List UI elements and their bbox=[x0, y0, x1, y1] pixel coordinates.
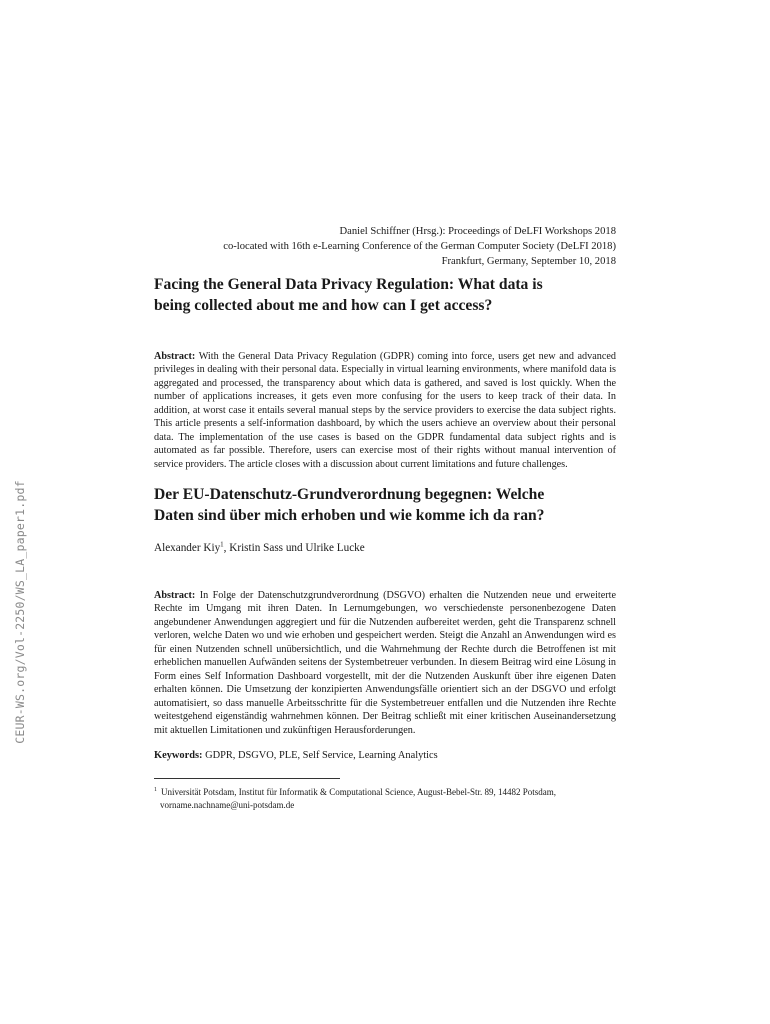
footnote bbox=[154, 784, 618, 811]
german-title-line-1: Der EU-Datenschutz-Grundverordnung begegnen: Welche bbox=[154, 486, 545, 503]
footnote-line-2: vorname.nachname@uni-potsdam.de bbox=[160, 799, 295, 810]
author-list bbox=[154, 542, 365, 554]
english-abstract bbox=[154, 350, 616, 471]
keywords-label: Keywords: bbox=[154, 750, 203, 761]
author-first: Alexander Kiy bbox=[154, 542, 221, 554]
arxiv-side-watermark: CEUR-WS.org/Vol-2250/WS_LA_paper1.pdf bbox=[13, 480, 27, 744]
abstract-label: Abstract: bbox=[154, 351, 196, 362]
footnote-divider bbox=[154, 778, 340, 779]
proceedings-header bbox=[223, 224, 616, 269]
english-title-line-1: Facing the General Data Privacy Regulation: What data is bbox=[154, 276, 543, 293]
header-line-3: Frankfurt, Germany, September 10, 2018 bbox=[441, 256, 616, 267]
abstract-text: With the General Data Privacy Regulation (GDPR) coming into force, users get new and advanced privileges in dealing with their personal data. Especially in virtual learning environments, where manifold data is aggregated and processed, the transparency about which data is gathered, and saved is lost quickly. When the number of applications increases, it gets even more confusing for the users to keep track of their data. In addition, at worst case it entails several manual steps by the service providers to exercise the data subject rights. This article presents a self-information dashboard, by which the users achieve an overview about their personal data. The implementation of the use cases is based on the GDPR fundamental data subject rights and is automated as far possible. Therefore, users can exercise most of their rights without manual intervention of service providers. The article closes with a discussion about current limitations and future challenges. bbox=[154, 351, 616, 470]
keywords-text: GDPR, DSGVO, PLE, Self Service, Learning Analytics bbox=[205, 750, 438, 761]
author-rest: , Kristin Sass und Ulrike Lucke bbox=[223, 542, 365, 554]
header-line-2: co-located with 16th e-Learning Conference of the German Computer Society (DeLFI 2018) bbox=[223, 241, 616, 252]
german-abstract bbox=[154, 589, 616, 737]
keywords bbox=[154, 750, 438, 761]
german-title bbox=[154, 484, 624, 526]
author-affiliation-mark: 1 bbox=[220, 540, 224, 549]
german-title-line-2: Daten sind über mich erhoben und wie komme ich da ran? bbox=[154, 507, 545, 524]
abstract-label: Abstract: bbox=[154, 590, 196, 601]
header-line-1: Daniel Schiffner (Hrsg.): Proceedings of DeLFI Workshops 2018 bbox=[339, 226, 616, 237]
english-title-line-2: being collected about me and how can I get access? bbox=[154, 297, 493, 314]
english-title bbox=[154, 274, 624, 316]
footnote-line-1: Universität Potsdam, Institut für Informatik & Computational Science, August-Bebel-Str. 89, 14482 Potsdam, bbox=[161, 787, 556, 797]
abstract-text: In Folge der Datenschutzgrundverordnung (DSGVO) erhalten die Nutzenden neue und erweiterte Rechte im Umgang mit ihren Daten. In Lernumgebungen, wo verschiedenste personenbezogene Daten angebundener Anwendungen aggregiert und für die Nutzenden aufbereitet werden, geht die Transparenz schnell verloren, welche Daten wo und wie erhoben und gespeichert werden. Steigt die Anzahl an Anwendungen wird es für einen Nutzenden schnell unübersichtlich, und die Wahrnehmung der Rechte durch die Betroffenen ist mit erheblichen manuellen Aufwänden seitens der Systembetreuer verbunden. In diesem Beitrag wird eine Lösung in Form eines Self Information Dashboard vorgestellt, mit der die Nutzenden Auskunft über ihre eigenen Daten erhalten können. Die Umsetzung der konzipierten Anwendungsfälle orientiert sich an der DSGVO und erfolgt automatisiert, so dass manuelle Arbeitsschritte für die Systembetreuer entfallen und die Nutzenden ihre Rechte weitestgehend eigenständig wahrnehmen können. Der Beitrag schließt mit einer kritischen Auseinandersetzung mit aktuellen Limitationen und zukünftigen Herausforderungen. bbox=[154, 590, 616, 736]
footnote-mark: 1 bbox=[154, 787, 157, 793]
